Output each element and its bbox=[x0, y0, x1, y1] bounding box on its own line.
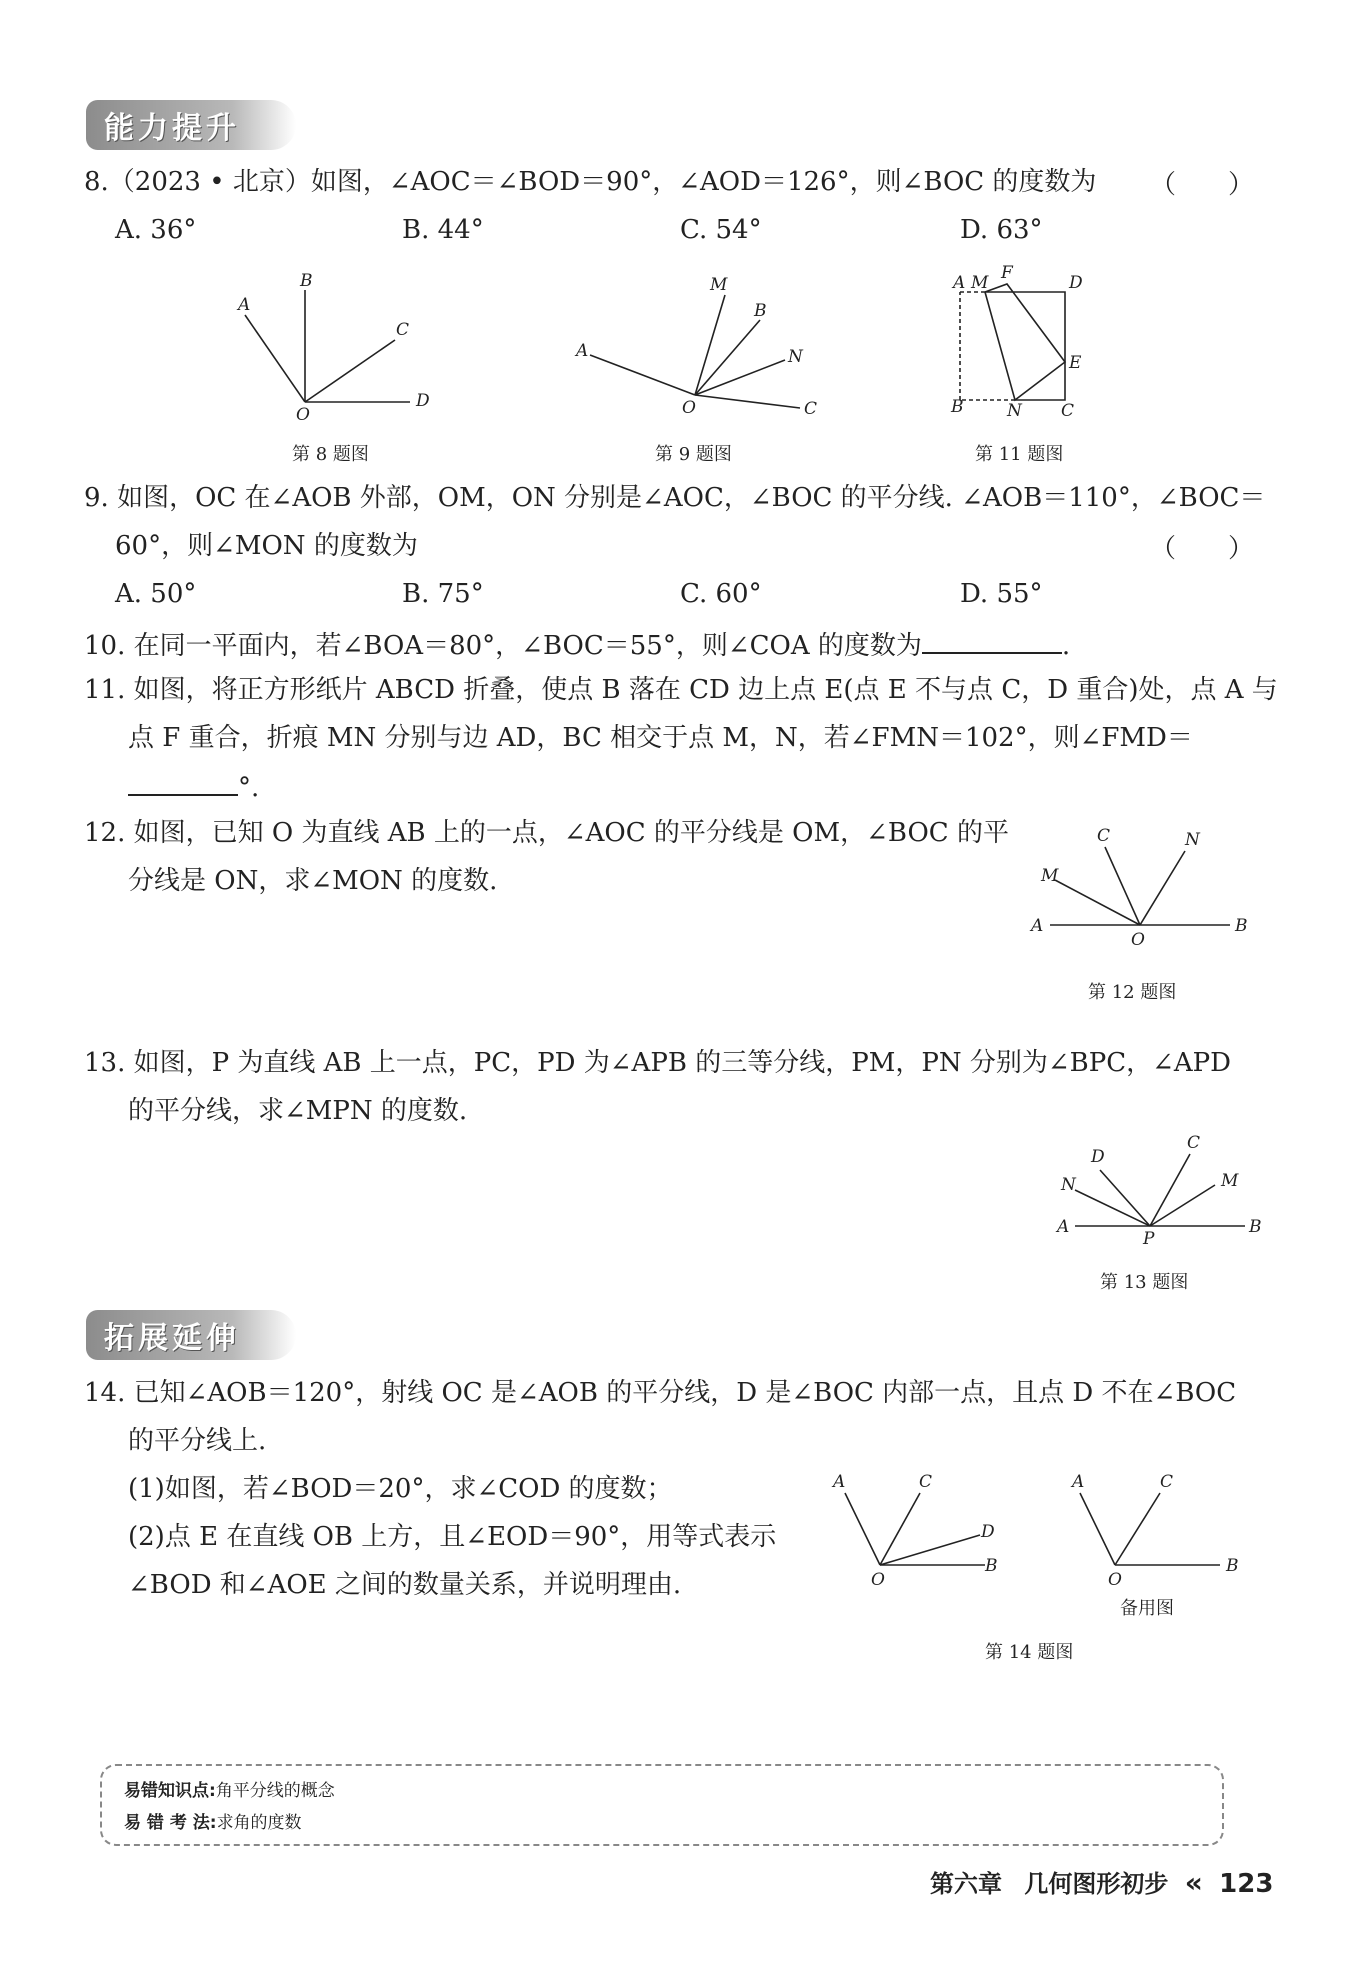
label-e: E bbox=[1069, 353, 1082, 373]
label-m: M bbox=[1221, 1171, 1239, 1191]
caption-fig12: 第 12 题图 bbox=[1088, 982, 1177, 1003]
question-13-line1: 13. 如图，P 为直线 AB 上一点，PC，PD 为∠APB 的三等分线，PM，PN 分别为∠BPC，∠APD bbox=[84, 1048, 1232, 1078]
answer-blank bbox=[128, 766, 238, 796]
caption-fig11: 第 11 题图 bbox=[975, 444, 1064, 465]
question-14-part1: (1)如图，若∠BOD＝20°，求∠COD 的度数； bbox=[128, 1474, 673, 1504]
question-10 bbox=[84, 624, 1070, 664]
figure-11 bbox=[945, 262, 1095, 422]
label-b: B bbox=[1226, 1556, 1239, 1576]
label-c: C bbox=[396, 320, 410, 340]
label-d: D bbox=[416, 391, 430, 411]
label-m: M bbox=[710, 275, 728, 295]
figure-14 bbox=[825, 1465, 1025, 1595]
label-b: B bbox=[1249, 1217, 1262, 1237]
caption-fig8: 第 8 题图 bbox=[292, 444, 369, 465]
note-row-2 bbox=[124, 1808, 302, 1833]
option-c: C. 60° bbox=[680, 579, 762, 609]
question-14-part2a: (2)点 E 在直线 OB 上方，且∠EOD＝90°，用等式表示 bbox=[128, 1522, 777, 1552]
figure-8 bbox=[220, 270, 450, 420]
label-c: C bbox=[1061, 401, 1075, 421]
question-14-line1: 14. 已知∠AOB＝120°，射线 OC 是∠AOB 的平分线，D 是∠BOC 内部一点，且点 D 不在∠BOC bbox=[84, 1378, 1237, 1408]
option-b: B. 44° bbox=[402, 215, 484, 245]
answer-paren: （ ） bbox=[1150, 170, 1255, 200]
answer-paren: （ ） bbox=[1150, 534, 1255, 564]
label-a: A bbox=[576, 341, 589, 361]
page-footer bbox=[930, 1864, 1273, 1899]
label-b: B bbox=[985, 1556, 998, 1576]
label-n: N bbox=[788, 347, 803, 367]
label-a: A bbox=[1031, 916, 1044, 936]
note-value: 角平分线的概念 bbox=[215, 1781, 335, 1801]
option-a: A. 36° bbox=[115, 215, 197, 245]
label-c: C bbox=[1097, 826, 1111, 846]
answer-blank bbox=[922, 624, 1062, 654]
note-value: 求角的度数 bbox=[216, 1813, 302, 1833]
label-p: P bbox=[1143, 1229, 1155, 1249]
note-key: 易 错 考 法: bbox=[124, 1813, 217, 1833]
label-d: D bbox=[1091, 1147, 1105, 1167]
label-b: B bbox=[1235, 916, 1248, 936]
label-n: N bbox=[1007, 401, 1022, 421]
label-o: O bbox=[682, 398, 696, 418]
error-prone-note bbox=[100, 1764, 1224, 1846]
section-banner-extension-bar bbox=[86, 1310, 296, 1360]
question-9-line2: 60°，则∠MON 的度数为 bbox=[115, 531, 418, 561]
label-n: N bbox=[1061, 1175, 1076, 1195]
label-d: D bbox=[1069, 273, 1083, 293]
section-banner-ability bbox=[86, 100, 296, 150]
label-n: N bbox=[1185, 830, 1200, 850]
question-11-line1: 11. 如图，将正方形纸片 ABCD 折叠，使点 B 落在 CD 边上点 E(点 E 不与点 C，D 重合)处，点 A 与 bbox=[84, 675, 1278, 705]
label-c: C bbox=[919, 1472, 933, 1492]
caption-fig14: 第 14 题图 bbox=[985, 1642, 1074, 1663]
note-key: 易错知识点: bbox=[124, 1781, 216, 1801]
label-b: B bbox=[754, 301, 767, 321]
double-chevron-icon: « bbox=[1184, 1866, 1203, 1899]
section-title: 拓展延伸 bbox=[104, 1321, 240, 1356]
question-9-line1: 9. 如图，OC 在∠AOB 外部，OM，ON 分别是∠AOC，∠BOC 的平分线. ∠AOB＝110°，∠BOC＝ bbox=[84, 483, 1266, 513]
label-a: A bbox=[953, 273, 966, 293]
caption-fig13: 第 13 题图 bbox=[1100, 1272, 1189, 1293]
option-c: C. 54° bbox=[680, 215, 762, 245]
question-11-line3 bbox=[128, 766, 259, 806]
label-f: F bbox=[1001, 263, 1013, 283]
label-c: C bbox=[804, 399, 818, 419]
question-14-part2b: ∠BOD 和∠AOE 之间的数量关系，并说明理由. bbox=[128, 1570, 682, 1600]
figure-14-spare bbox=[1060, 1465, 1260, 1595]
option-d: D. 63° bbox=[960, 215, 1043, 245]
option-b: B. 75° bbox=[402, 579, 484, 609]
option-a: A. 50° bbox=[115, 579, 197, 609]
caption-spare: 备用图 bbox=[1120, 1598, 1174, 1619]
question-14-line2: 的平分线上. bbox=[128, 1426, 267, 1456]
question-text: 10. 在同一平面内，若∠BOA＝80°，∠BOC＝55°，则∠COA 的度数为 bbox=[84, 631, 922, 661]
label-d: D bbox=[981, 1522, 995, 1542]
figure-13 bbox=[1045, 1130, 1265, 1250]
question-end: . bbox=[1061, 631, 1071, 661]
label-a: A bbox=[833, 1472, 846, 1492]
label-o: O bbox=[1131, 930, 1145, 950]
label-o: O bbox=[871, 1570, 885, 1590]
section-title: 能力提升 bbox=[104, 111, 240, 146]
option-d: D. 55° bbox=[960, 579, 1043, 609]
question-8: 8.（2023 • 北京）如图，∠AOC＝∠BOD＝90°，∠AOD＝126°，则∠BOC 的度数为 bbox=[84, 167, 1097, 197]
chapter-label: 第六章 bbox=[930, 1870, 1002, 1898]
question-12-line2: 分线是 ON，求∠MON 的度数. bbox=[128, 866, 498, 896]
question-13-line2: 的平分线，求∠MPN 的度数. bbox=[128, 1096, 468, 1126]
label-o: O bbox=[1108, 1570, 1122, 1590]
page-number: 123 bbox=[1219, 1869, 1274, 1899]
label-b: B bbox=[951, 397, 964, 417]
label-o: O bbox=[296, 405, 310, 420]
figure-12 bbox=[1015, 815, 1265, 955]
question-11-line2: 点 F 重合，折痕 MN 分别与边 AD，BC 相交于点 M，N，若∠FMN＝102°，则∠FMD＝ bbox=[128, 723, 1193, 753]
caption-fig9: 第 9 题图 bbox=[655, 444, 732, 465]
label-m: M bbox=[1041, 866, 1059, 886]
chapter-title: 几何图形初步 bbox=[1024, 1870, 1169, 1898]
label-m: M bbox=[971, 273, 989, 293]
label-a: A bbox=[238, 295, 251, 315]
question-12-line1: 12. 如图，已知 O 为直线 AB 上的一点，∠AOC 的平分线是 OM，∠BOC 的平 bbox=[84, 818, 1009, 848]
label-c: C bbox=[1160, 1472, 1174, 1492]
label-c: C bbox=[1187, 1133, 1201, 1153]
label-b: B bbox=[300, 271, 313, 291]
figure-9 bbox=[570, 270, 830, 420]
question-end: °. bbox=[238, 773, 260, 803]
label-a: A bbox=[1057, 1217, 1070, 1237]
label-a: A bbox=[1072, 1472, 1085, 1492]
note-row-1 bbox=[124, 1776, 335, 1801]
